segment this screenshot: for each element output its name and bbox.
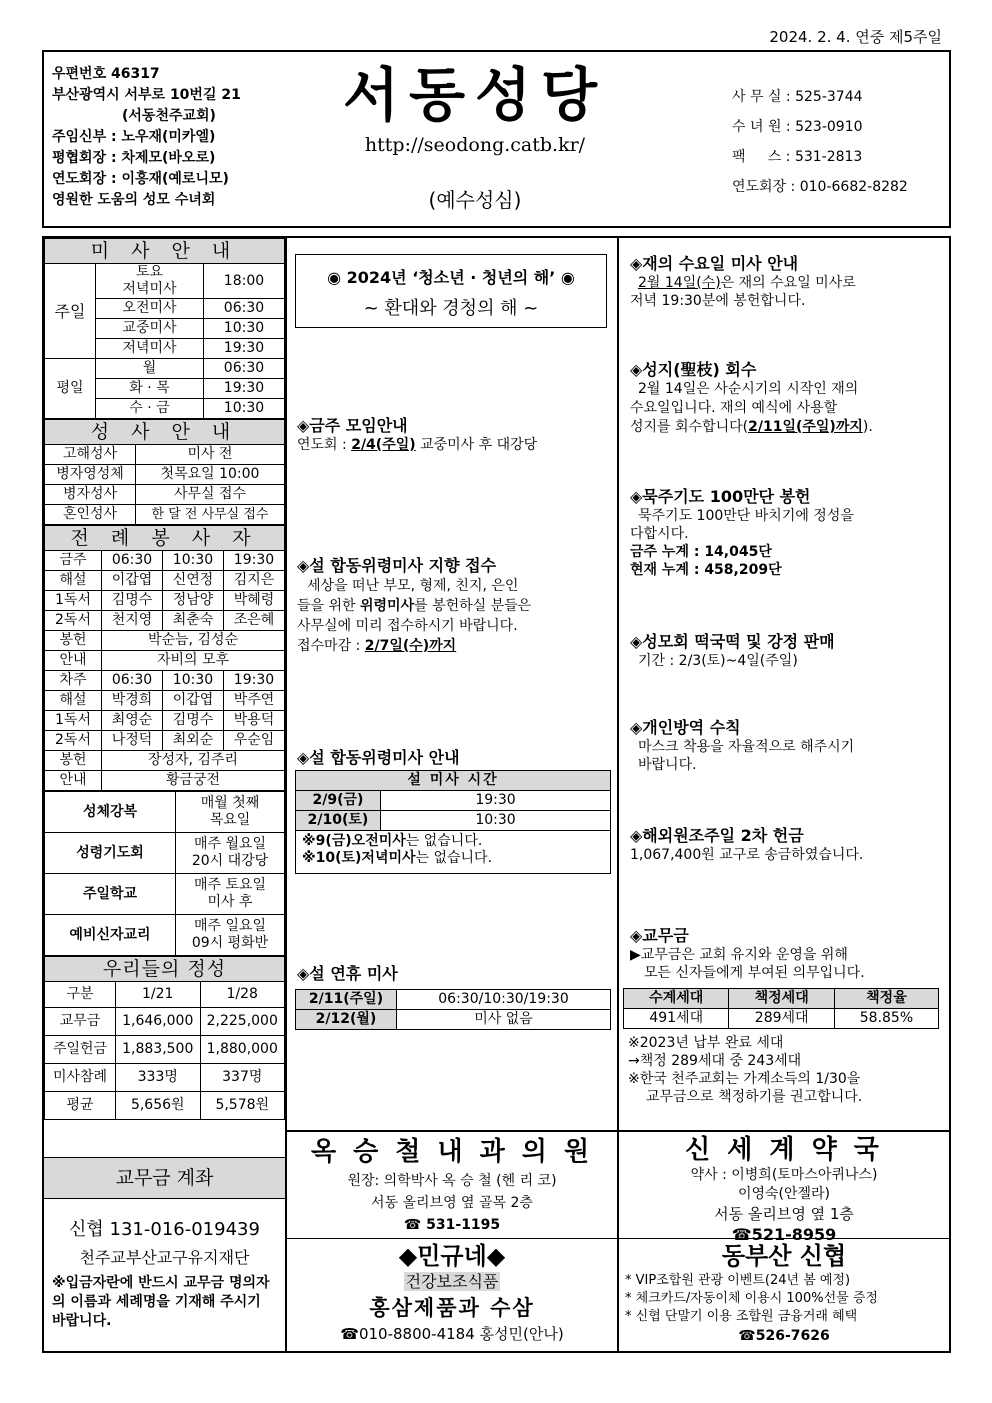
- holiday-date: 2/12(월): [296, 1010, 397, 1030]
- memorial-mass-table: [296, 771, 610, 831]
- memorial-mass-note: 는 없습니다.: [405, 833, 483, 849]
- account-box: [44, 1157, 285, 1351]
- server-name: 이갑엽: [162, 691, 223, 711]
- server-name: 천지영: [102, 611, 163, 631]
- dues-table: [623, 988, 939, 1029]
- overseas-aid: [630, 826, 945, 864]
- memorial-mass-time: 19:30: [381, 791, 611, 811]
- servers-table: [44, 525, 285, 791]
- quarantine-title: ◈개인방역 수칙: [630, 718, 741, 737]
- prayer-president: 연도회장 : 이홍재(예로니모): [52, 171, 229, 187]
- palm-text: 2월 14일은 사순시기의 시작인 재의: [638, 381, 859, 397]
- ash-text: 저녁 19:30분에 봉헌합니다.: [630, 293, 806, 309]
- server-name: 김명수: [162, 711, 223, 731]
- memorial-mass-date: 2/10(토): [296, 811, 381, 831]
- left-column: [44, 238, 285, 1120]
- account-title: 교무금 계좌: [44, 1158, 285, 1199]
- dues-head: 책정율: [834, 989, 938, 1009]
- memorial-receive-line: 를 봉헌하실 분들은: [414, 598, 532, 614]
- rosary-total: 현재 누계 : 458,209단: [630, 562, 782, 578]
- sacrament-label: 병자성사: [45, 485, 136, 505]
- clinic-phone: ☎ 531-1195: [403, 1217, 501, 1233]
- holiday-mass-title: ◈설 연휴 미사: [297, 964, 398, 983]
- church-name-sub: (서동천주교회): [122, 108, 216, 124]
- pastor: 주임신부 : 노우재(미카엘): [52, 129, 216, 145]
- church-dues: [630, 926, 945, 982]
- page-title: 서동성당: [342, 61, 608, 129]
- dues-table-box: [623, 988, 939, 1029]
- palm-date: 2/11일(주일)까지: [748, 419, 863, 435]
- rice-cake-period: 기간 : 2/3(토)~4일(주일): [638, 653, 798, 669]
- ad-clinic: [287, 1134, 617, 1236]
- offering-head: 1/28: [200, 982, 285, 1008]
- mass-table: [44, 238, 285, 419]
- server-time: 19:30: [223, 671, 284, 691]
- pharmacy-pharmacist: 약사 : 이병희(토마스아퀴나스): [690, 1167, 878, 1183]
- address: 부산광역시 서부로 10번길 21: [52, 87, 241, 103]
- holiday-mass-box: [295, 989, 611, 1030]
- overseas-text: 1,067,400원 교구로 송금하였습니다.: [630, 847, 864, 863]
- divider-ads: [285, 1130, 951, 1132]
- pharmacy-phone: ☎521-8959: [731, 1225, 837, 1244]
- ad-pharmacy: [619, 1134, 949, 1245]
- offering-value: 1,880,000: [200, 1036, 285, 1064]
- mass-weekday: 수 · 금: [96, 399, 204, 419]
- mass-time: 10:30: [203, 319, 284, 339]
- servers-week-label: 금주: [45, 551, 102, 571]
- sacrament-label: 혼인성사: [45, 505, 136, 525]
- server-name: 김지은: [223, 571, 284, 591]
- server-role: 봉헌: [45, 631, 102, 651]
- quarantine-text: 마스크 착용을 자율적으로 해주시기: [638, 739, 855, 755]
- pharmacy-address: 서동 올리브영 옆 1층: [714, 1205, 854, 1223]
- server-role: 2독서: [45, 611, 102, 631]
- server-name: 박경희: [102, 691, 163, 711]
- sacrament-label: 고해성사: [45, 445, 136, 465]
- contact-fax: 팩 스 : 531-2813: [732, 149, 863, 165]
- offering-value: 1,883,500: [116, 1036, 201, 1064]
- memorial-mass-date: 2/9(금): [296, 791, 381, 811]
- memorial-receive-line: 세상을 떠난 부모, 형제, 친지, 은인: [307, 578, 519, 594]
- website-url[interactable]: http://seodong.catb.kr/: [364, 134, 586, 156]
- clinic-address: 서동 올리브영 옆 골목 2층: [371, 1195, 533, 1211]
- year-theme-box: [295, 254, 607, 328]
- dues-head: 책정세대: [729, 989, 834, 1009]
- contact-list: [732, 82, 908, 202]
- sacrament-title: 성 사 안 내: [45, 420, 285, 445]
- holiday-mass-table: [295, 989, 611, 1030]
- memorial-receive-deadline: 2/7일(수)까지: [364, 638, 457, 654]
- bank-benefit: * 신협 단말기 이용 조합원 금융거래 혜택: [625, 1309, 858, 1324]
- memorial-mass-note: ※9(금)오전미사: [302, 833, 406, 849]
- shop-category: 건강보조식품: [405, 1272, 499, 1291]
- dues-title: ◈교무금: [630, 926, 689, 945]
- offering-head: 구분: [45, 982, 116, 1008]
- server-role: 해설: [45, 571, 102, 591]
- server-name: 박혜령: [223, 591, 284, 611]
- meeting-time: 매월 첫째 목요일: [176, 792, 285, 833]
- rosary-week-total: 금주 누계 : 14,045단: [630, 544, 772, 560]
- dues-value: 491세대: [624, 1009, 729, 1029]
- bank-phone: ☎526-7626: [738, 1328, 830, 1344]
- offering-head: 1/21: [116, 982, 201, 1008]
- weekday-label: 평일: [45, 359, 96, 419]
- offering-value: 2,225,000: [200, 1008, 285, 1036]
- memorial-receive-line: 사무실에 미리 접수하시기 바랍니다.: [297, 618, 518, 634]
- sacrament-value: 사무실 접수: [136, 485, 285, 505]
- mass-evening: 저녁미사: [96, 339, 204, 359]
- rosary-title: ◈묵주기도 100만단 봉헌: [630, 487, 811, 506]
- server-name: 박주연: [223, 691, 284, 711]
- pharmacy-pharmacist: 이영숙(안젤라): [737, 1186, 831, 1202]
- offering-label: 평균: [45, 1092, 116, 1120]
- overseas-title: ◈해외원조주일 2차 헌금: [630, 826, 804, 845]
- server-time: 10:30: [162, 671, 223, 691]
- palm-text: ).: [862, 419, 873, 435]
- offering-value: 1,646,000: [116, 1008, 201, 1036]
- meeting-name: 성령기도회: [45, 833, 176, 874]
- dues-note: 교무금으로 책정하기를 권고합니다.: [646, 1089, 863, 1105]
- dues-text: ▶교무금은 교회 유지와 운영을 위해: [630, 947, 848, 963]
- server-name: 김명수: [102, 591, 163, 611]
- mass-time: 19:30: [203, 379, 284, 399]
- sacrament-table: [44, 419, 285, 525]
- holiday-time: 06:30/10:30/19:30: [397, 990, 611, 1010]
- meeting-notice-text: 교중미사 후 대강당: [415, 437, 538, 453]
- server-role: 1독서: [45, 591, 102, 611]
- memorial-receive-line: 접수마감 :: [297, 638, 365, 654]
- memorial-receive-bold: 위령미사: [360, 598, 415, 614]
- ash-title: ◈재의 수요일 미사 안내: [630, 254, 799, 273]
- dues-note: ※한국 천주교회는 가계소득의 1/30을: [628, 1071, 861, 1087]
- dues-note: →책정 289세대 중 243세대: [628, 1053, 802, 1069]
- server-time: 10:30: [162, 551, 223, 571]
- server-name: 나정덕: [102, 731, 163, 751]
- palm-text: 수요일입니다. 재의 예식에 사용할: [630, 400, 838, 416]
- holiday-time: 미사 없음: [397, 1010, 611, 1030]
- account-note: ※입금자란에 반드시 교무금 명의자의 이름과 세례명을 기재해 주시기 바랍니다.: [52, 1275, 270, 1329]
- offering-label: 주일헌금: [45, 1036, 116, 1064]
- server-role: 1독서: [45, 711, 102, 731]
- parish-motto: (예수성심): [428, 188, 522, 212]
- mass-time: 10:30: [203, 399, 284, 419]
- offering-value: 5,578원: [200, 1092, 285, 1120]
- server-time: 06:30: [102, 551, 163, 571]
- meeting-notice: [297, 416, 612, 454]
- offering-label: 교무금: [45, 1008, 116, 1036]
- offerings-table: [44, 956, 285, 1120]
- quarantine-text: 바랍니다.: [638, 757, 697, 773]
- mass-weekday: 화 · 목: [96, 379, 204, 399]
- server-name: 최영순: [102, 711, 163, 731]
- server-name: 우순임: [223, 731, 284, 751]
- server-role: 2독서: [45, 731, 102, 751]
- holiday-date: 2/11(주일): [296, 990, 397, 1010]
- meeting-name: 성체강복: [45, 792, 176, 833]
- mass-time: 18:00: [203, 264, 284, 299]
- dues-value: 58.85%: [834, 1009, 938, 1029]
- dues-head: 수계세대: [624, 989, 729, 1009]
- server-name: 최춘숙: [162, 611, 223, 631]
- server-guide: 황금궁전: [102, 771, 285, 791]
- server-name: 최외순: [162, 731, 223, 751]
- bank-name: 동부산 신협: [721, 1242, 847, 1270]
- memorial-mass-head: 설 미사 시간: [296, 771, 610, 791]
- contact-office: 사 무 실 : 525-3744: [732, 89, 863, 105]
- meeting-time: 매주 월요일 20시 대강당: [176, 833, 285, 874]
- rosary: [630, 487, 945, 579]
- palm-return: [630, 360, 945, 437]
- meeting-notice-title: ◈금주 모임안내: [297, 416, 408, 435]
- ash-text: 은 재의 수요일 미사로: [720, 275, 856, 291]
- church-info: [52, 64, 241, 211]
- clinic-director: 원장: 의학박사 옥 승 철 (헨 리 코): [347, 1173, 557, 1189]
- server-role: 봉헌: [45, 751, 102, 771]
- server-name: 조은혜: [223, 611, 284, 631]
- memorial-mass-title: ◈설 합동위령미사 안내: [297, 748, 460, 767]
- server-time: 19:30: [223, 551, 284, 571]
- meeting-name: 예비신자교리: [45, 915, 176, 956]
- shop-phone: ☎010-8800-4184 홍성민(안나): [340, 1325, 564, 1343]
- mass-time: 06:30: [203, 359, 284, 379]
- year-theme: ◉ 2024년 ‘청소년 · 청년의 해’ ◉: [327, 268, 575, 287]
- offering-value: 337명: [200, 1064, 285, 1092]
- offering-value: 333명: [116, 1064, 201, 1092]
- meeting-time: 매주 일요일 09시 평화반: [176, 915, 285, 956]
- offering-value: 5,656원: [116, 1092, 201, 1120]
- memorial-mass-time: 10:30: [381, 811, 611, 831]
- postal-code: 우편번호 46317: [52, 66, 160, 82]
- account-holder: 천주교부산교구유지재단: [79, 1248, 250, 1267]
- shop-products: 홍삼제품과 수삼: [369, 1296, 535, 1320]
- server-offering: 박순늠, 김성순: [102, 631, 285, 651]
- dues-text: 모든 신자들에게 부여된 의무입니다.: [644, 965, 865, 981]
- ash-date: 2월 14일(수): [638, 275, 721, 291]
- ad-shop: [287, 1240, 617, 1344]
- mass-weekday: 월: [96, 359, 204, 379]
- server-name: 정남양: [162, 591, 223, 611]
- server-role: 안내: [45, 771, 102, 791]
- shop-name: ◆민규네◆: [398, 1242, 506, 1270]
- account-number: 신협 131-016-019439: [69, 1219, 260, 1240]
- palm-text: 성지를 회수합니다(: [630, 419, 749, 435]
- holiday-mass: [297, 964, 612, 984]
- mass-sat-eve: 토요 저녁미사: [96, 264, 204, 299]
- offerings-title: 우리들의 정성: [45, 957, 285, 982]
- contact-convent: 수 녀 원 : 523-0910: [732, 119, 863, 135]
- memorial-mass-note: ※10(토)저녁미사: [302, 850, 416, 866]
- sacrament-value: 미사 전: [136, 445, 285, 465]
- meeting-notice-text: 연도회 :: [297, 437, 352, 453]
- mass-morning: 오전미사: [96, 299, 204, 319]
- pharmacy-name: 신 세 계 약 국: [685, 1135, 883, 1165]
- meetings-table: [44, 791, 285, 956]
- memorial-mass: [297, 748, 612, 768]
- sacrament-value: 첫목요일 10:00: [136, 465, 285, 485]
- rosary-text: 다합시다.: [630, 526, 689, 542]
- dues-value: 289세대: [729, 1009, 834, 1029]
- memorial-mass-box: [295, 770, 611, 874]
- bank-benefit: * VIP조합원 관광 이벤트(24년 봄 예정): [625, 1273, 851, 1288]
- server-offering: 장성자, 김주리: [102, 751, 285, 771]
- server-name: 박용덕: [223, 711, 284, 731]
- rice-cake-title: ◈성모회 떡국떡 및 강정 판매: [630, 632, 835, 651]
- server-guide: 자비의 모후: [102, 651, 285, 671]
- contact-prayer-president: 연도회장 : 010-6682-8282: [732, 179, 908, 195]
- memorial-receive: [297, 556, 612, 656]
- server-role: 안내: [45, 651, 102, 671]
- year-subtheme: ~ 환대와 경청의 해 ~: [363, 298, 539, 319]
- sacrament-value: 한 달 전 사무실 접수: [136, 505, 285, 525]
- dues-note: ※2023년 납부 완료 세대: [628, 1035, 784, 1051]
- ash-wednesday: [630, 254, 945, 310]
- memorial-receive-line: 들을 위한: [297, 598, 360, 614]
- sisters: 영원한 도움의 성모 수녀회: [52, 192, 216, 208]
- servers-week-label: 차주: [45, 671, 102, 691]
- dues-notes: [628, 1034, 943, 1106]
- sacrament-label: 병자영성체: [45, 465, 136, 485]
- offering-label: 미사참례: [45, 1064, 116, 1092]
- rosary-text: 묵주기도 100만단 바치기에 정성을: [638, 508, 854, 524]
- rice-cake-sale: [630, 632, 945, 670]
- meeting-notice-date: 2/4(주일): [351, 437, 416, 453]
- meeting-name: 주일학교: [45, 874, 176, 915]
- memorial-receive-title: ◈설 합동위령미사 지향 접수: [297, 556, 497, 575]
- servers-title: 전 례 봉 사 자: [45, 526, 285, 551]
- sunday-label: 주일: [45, 264, 96, 359]
- meeting-time: 매주 토요일 미사 후: [176, 874, 285, 915]
- council-president: 평협회장 : 차제모(바오로): [52, 150, 216, 166]
- mass-time: 06:30: [203, 299, 284, 319]
- palm-title: ◈성지(聖枝) 회수: [630, 360, 757, 379]
- clinic-name: 옥 승 철 내 과 의 원: [310, 1137, 594, 1167]
- server-name: 신연정: [162, 571, 223, 591]
- bank-benefit: * 체크카드/자동이체 이용시 100%선물 증정: [625, 1291, 878, 1306]
- quarantine: [630, 718, 945, 774]
- memorial-mass-note: 는 없습니다.: [415, 850, 493, 866]
- ad-bank: [619, 1240, 949, 1346]
- mass-main: 교중미사: [96, 319, 204, 339]
- mass-time: 19:30: [203, 339, 284, 359]
- mass-title: 미 사 안 내: [45, 239, 285, 264]
- issue-date: 2024. 2. 4. 연중 제5주일: [769, 28, 942, 46]
- server-name: 이갑엽: [102, 571, 163, 591]
- server-time: 06:30: [102, 671, 163, 691]
- server-role: 해설: [45, 691, 102, 711]
